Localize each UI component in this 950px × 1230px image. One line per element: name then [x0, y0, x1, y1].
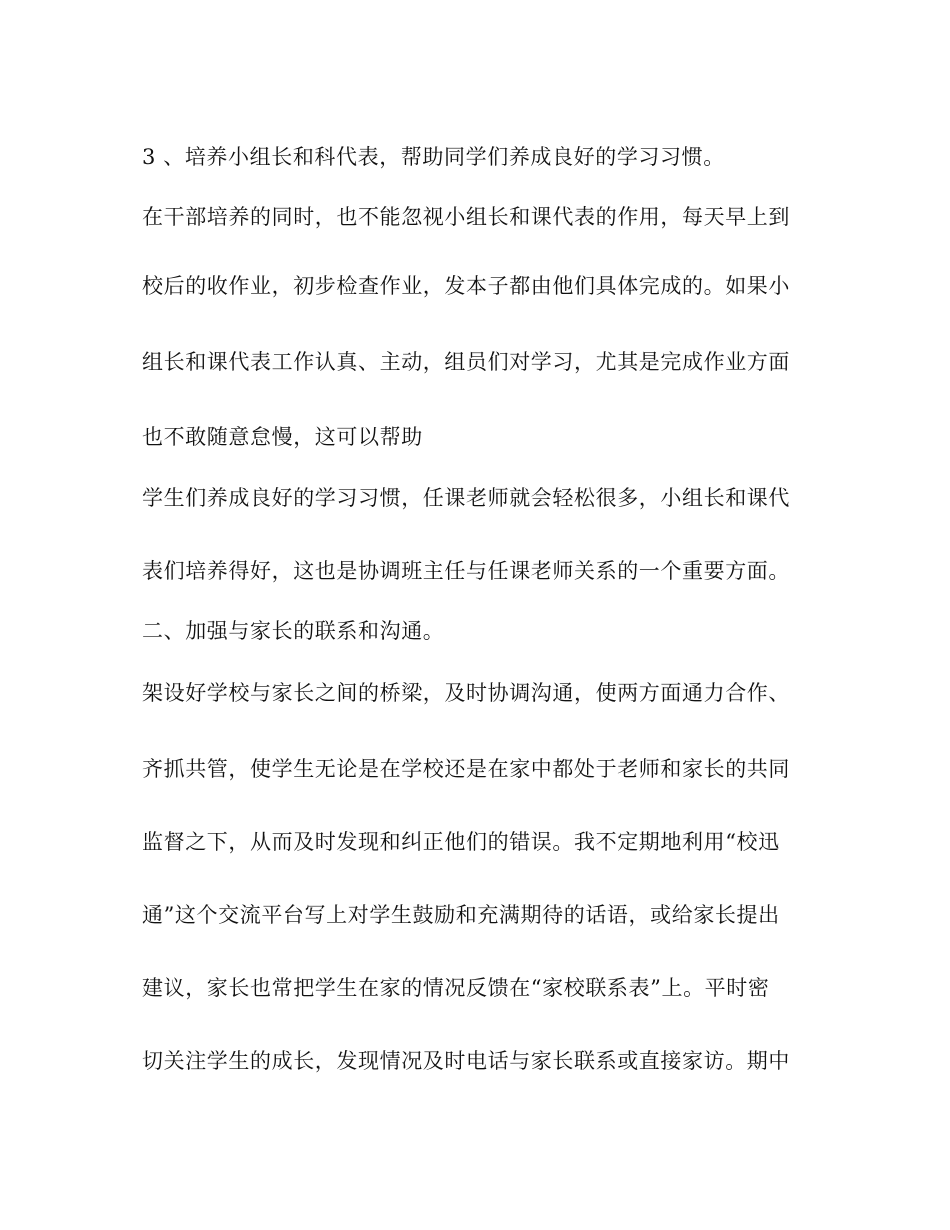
paragraph-line: 组长和课代表工作认真、主动，组员们对学习，尤其是完成作业方面 [142, 350, 790, 374]
paragraph-line: 切关注学生的成长，发现情况及时电话与家长联系或直接家访。期中 [142, 1049, 790, 1073]
paragraph-line: 学生们养成良好的学习习惯，任课老师就会轻松很多，小组长和课代 [142, 486, 790, 510]
paragraph-line: 表们培养得好，这也是协调班主任与任课老师关系的一个重要方面。 [142, 559, 790, 583]
paragraph-line: 通”这个交流平台写上对学生鼓励和充满期待的话语，或给家长提出 [142, 903, 780, 927]
paragraph-line: 也不敢随意怠慢，这可以帮助 [142, 425, 423, 449]
paragraph-line: 齐抓共管，使学生无论是在学校还是在家中都处于老师和家长的共同 [142, 757, 790, 781]
section-heading-parent-communication: 二、加强与家长的联系和沟通。 [142, 619, 445, 643]
paragraph-line: 在干部培养的同时，也不能忽视小组长和课代表的作用，每天早上到 [142, 205, 790, 229]
paragraph-line: 校后的收作业，初步检查作业，发本子都由他们具体完成的。如果小 [142, 274, 790, 298]
paragraph-line: 监督之下，从而及时发现和纠正他们的错误。我不定期地利用“校迅 [142, 830, 780, 854]
paragraph-line: 架设好学校与家长之间的桥梁，及时协调沟通，使两方面通力合作、 [142, 681, 790, 705]
paragraph-line: 建议，家长也常把学生在家的情况反馈在“家校联系表”上。平时密 [142, 976, 770, 1000]
section-heading-train-group-leaders: 3 、培养小组长和科代表，帮助同学们养成良好的学习习惯。 [142, 145, 725, 169]
